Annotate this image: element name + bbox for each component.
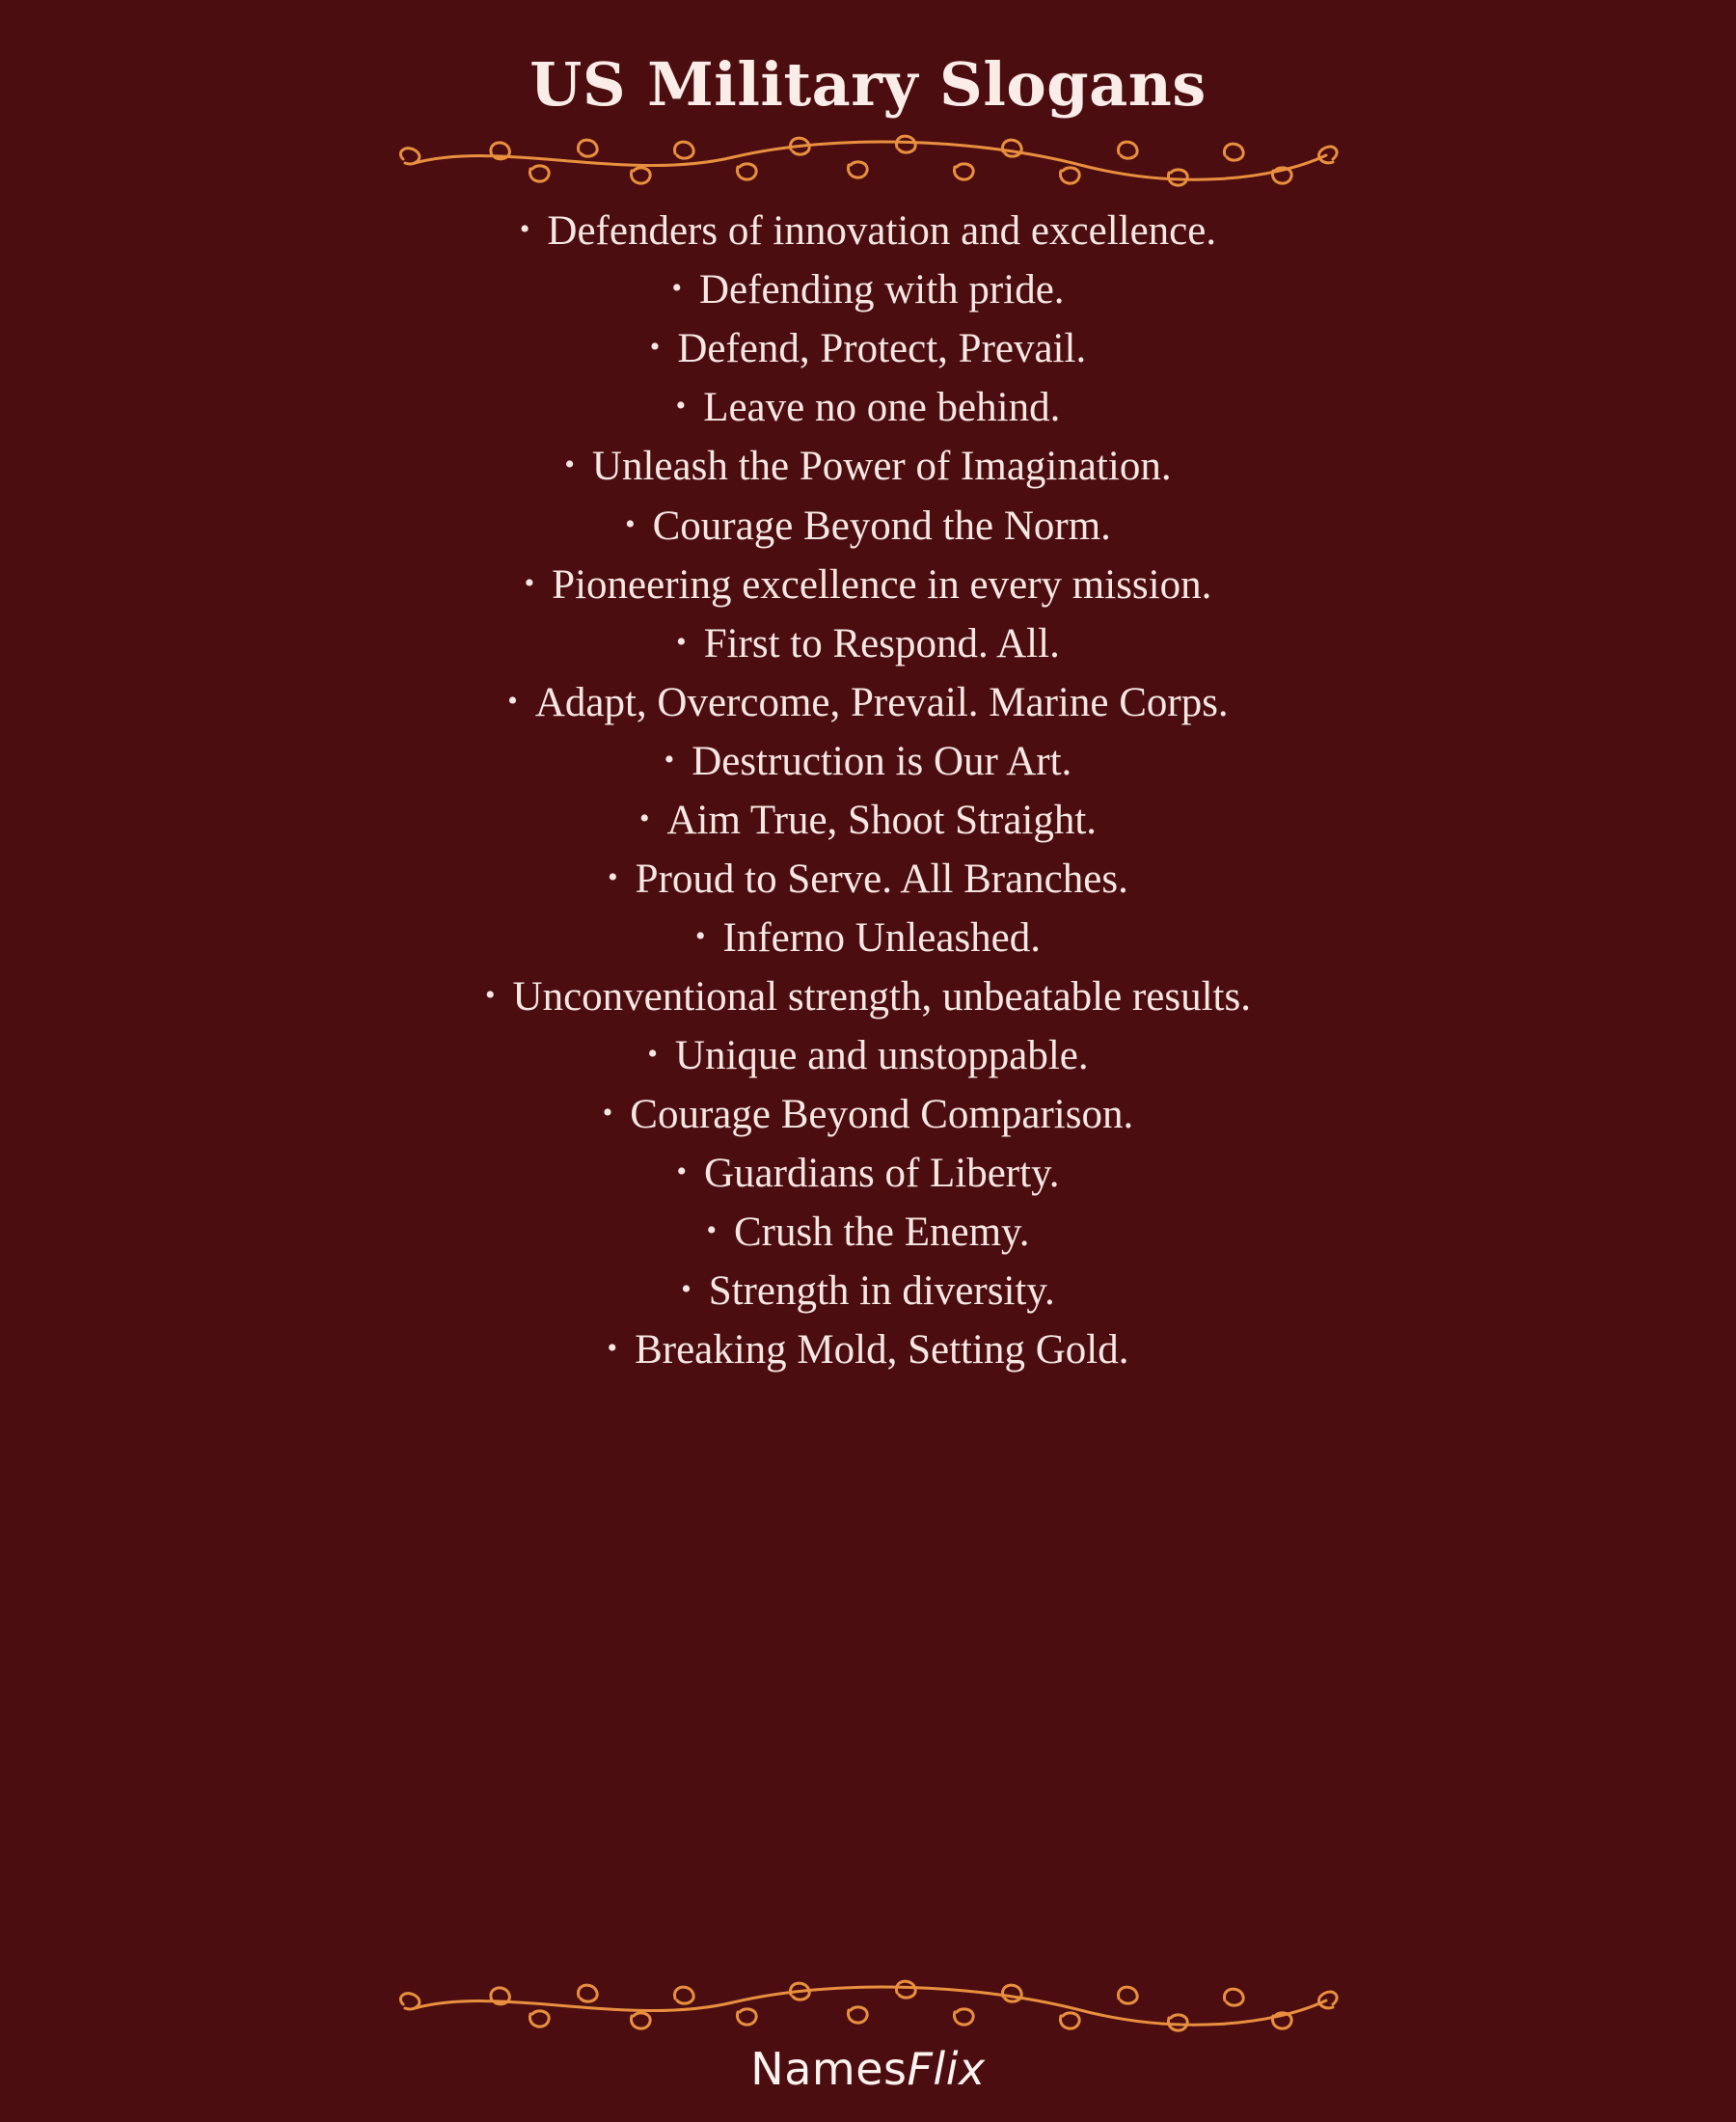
- list-item: [87, 614, 1649, 673]
- slogan-text: Crush the Enemy.: [733, 1210, 1030, 1256]
- bullet-icon: •: [607, 1332, 618, 1365]
- slogan-text: Strength in diversity.: [708, 1268, 1055, 1315]
- list-item: [87, 1320, 1649, 1379]
- bullet-icon: •: [706, 1214, 717, 1247]
- bullet-icon: •: [638, 802, 650, 834]
- slogan-text: Unique and unstoppable.: [674, 1032, 1089, 1078]
- list-item: [87, 319, 1649, 378]
- vine-flourish-divider-bottom: [386, 1975, 1350, 2037]
- slogan-text: First to Respond. All.: [703, 620, 1060, 667]
- poster-footer: [39, 1975, 1697, 2122]
- slogan-text: Aim True, Shoot Straight.: [666, 797, 1098, 843]
- slogan-text: Adapt, Overcome, Prevail. Marine Corps.: [534, 679, 1229, 725]
- bullet-icon: •: [664, 743, 675, 775]
- bullet-icon: •: [676, 625, 687, 658]
- list-item: [87, 673, 1649, 732]
- bullet-icon: •: [524, 566, 535, 599]
- list-item: [87, 909, 1649, 967]
- bullet-icon: •: [649, 331, 661, 364]
- slogan-text: Defend, Protect, Prevail.: [677, 326, 1087, 372]
- brand-wordmark: [750, 2043, 985, 2095]
- page-title: US Military Slogans: [529, 49, 1207, 120]
- list-item: [87, 850, 1649, 909]
- list-item: [87, 260, 1649, 319]
- bullet-icon: •: [608, 860, 618, 893]
- bullet-icon: •: [564, 449, 575, 481]
- bullet-icon: •: [602, 1097, 613, 1129]
- bullet-icon: •: [519, 213, 530, 246]
- slogan-text: Breaking Mold, Setting Gold.: [635, 1327, 1129, 1374]
- list-item: [87, 791, 1649, 850]
- bullet-icon: •: [681, 1273, 692, 1306]
- list-item: [87, 437, 1649, 496]
- slogan-text: Guardians of Liberty.: [703, 1151, 1060, 1197]
- slogan-text: Unconventional strength, unbeatable results.: [512, 973, 1251, 1020]
- list-item: [87, 497, 1649, 556]
- list-item: [87, 378, 1649, 437]
- list-item: [87, 1144, 1649, 1203]
- slogan-text: Defenders of innovation and excellence.: [547, 208, 1217, 255]
- slogan-text: Courage Beyond Comparison.: [630, 1092, 1134, 1137]
- slogan-text: Pioneering excellence in every mission.: [552, 561, 1212, 608]
- list-item: [87, 1203, 1649, 1262]
- slogan-text: Proud to Serve. All Branches.: [635, 856, 1128, 902]
- brand-second: Flix: [907, 2043, 986, 2095]
- bullet-icon: •: [507, 684, 518, 717]
- bullet-icon: •: [625, 507, 636, 540]
- list-item: [87, 1026, 1649, 1085]
- vine-flourish-divider-top: [386, 130, 1350, 192]
- bullet-icon: •: [671, 272, 682, 305]
- bullet-icon: •: [647, 1037, 658, 1070]
- slogan-text: Inferno Unleashed.: [722, 914, 1042, 961]
- slogan-text: Defending with pride.: [698, 267, 1065, 313]
- bullet-icon: •: [485, 978, 496, 1011]
- list-item: [87, 202, 1649, 260]
- brand-first: Names: [750, 2043, 908, 2095]
- bullet-icon: •: [676, 1156, 687, 1188]
- list-item: [87, 1085, 1649, 1144]
- bullet-icon: •: [675, 390, 687, 422]
- bullet-icon: •: [694, 919, 706, 952]
- slogan-text: Destruction is Our Art.: [692, 738, 1072, 784]
- slogan-text: Leave no one behind.: [703, 385, 1061, 431]
- list-item: [87, 556, 1649, 614]
- list-item: [87, 732, 1649, 791]
- slogan-text: Unleash the Power of Imagination.: [591, 444, 1172, 490]
- list-item: [87, 1262, 1649, 1320]
- slogan-list: [87, 202, 1649, 1379]
- list-item: [87, 967, 1649, 1026]
- slogan-text: Courage Beyond the Norm.: [652, 503, 1111, 549]
